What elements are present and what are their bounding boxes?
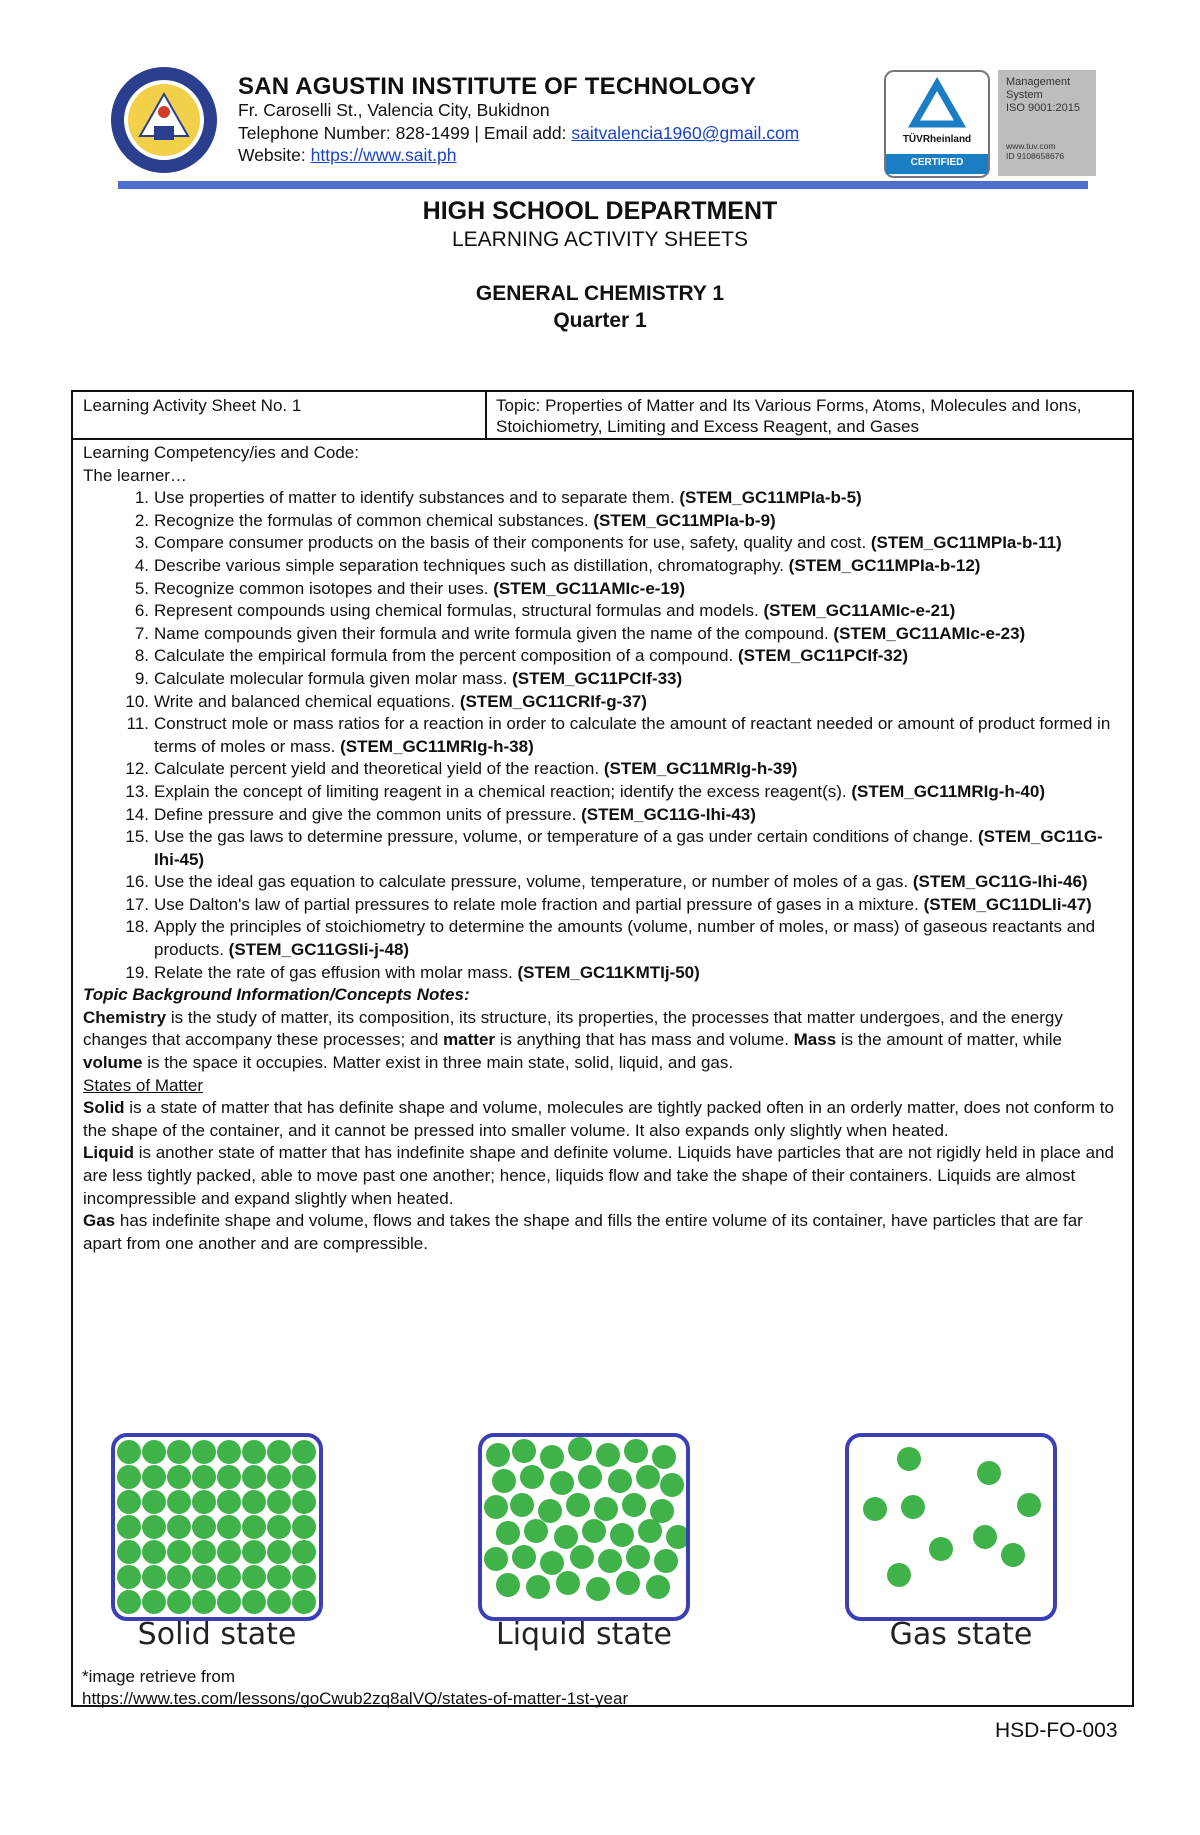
sheets-title: LEARNING ACTIVITY SHEETS: [451, 228, 749, 251]
email-link[interactable]: saitvalencia1960@gmail.com: [571, 123, 800, 143]
competency-code: (STEM_GC11MPIa-b-11): [870, 533, 1062, 553]
particle: [486, 1443, 510, 1467]
competency-text: Recognize common isotopes and their uses.: [154, 578, 494, 598]
competency-code: (STEM_GC11G-Ihi-45): [154, 827, 1103, 869]
particle: [616, 1571, 640, 1595]
competency-item: [83, 510, 1125, 533]
particle: [510, 1493, 534, 1517]
particle: [192, 1590, 216, 1614]
competency-code: (STEM_GC11MRIg-h-40): [851, 781, 1046, 801]
competency-code: (STEM_GC11AMIc-e-19): [493, 578, 686, 598]
particle: [496, 1573, 520, 1597]
competency-item: [83, 826, 1125, 871]
website-label: Website:: [238, 145, 311, 165]
competency-item: [83, 781, 1125, 804]
solid-paragraph: Solid is a state of matter that has definite shape and volume, molecules are tightly packed often in an orderly matter, does not conform to the shape of the container, and it cannot be pressed into smaller volume. It also expands only slightly when heated.: [83, 1098, 1114, 1140]
particle: [622, 1493, 646, 1517]
competency-code: (STEM_GC11PCIf-32): [737, 646, 908, 666]
particle: [192, 1540, 216, 1564]
competency-text: Recognize the formulas of common chemical substances.: [154, 510, 594, 530]
competency-code: (STEM_GC11DLIi-47): [923, 894, 1092, 914]
competency-text: Calculate molecular formula given molar mass.: [154, 668, 513, 688]
particle: [267, 1590, 291, 1614]
contact-line: [238, 123, 799, 144]
competency-number: 18.: [125, 917, 149, 937]
competency-number: 10.: [125, 691, 149, 711]
particle: [117, 1490, 141, 1514]
competency-code: (STEM_GC11MPIa-b-5): [679, 488, 862, 508]
particle: [267, 1465, 291, 1489]
competency-code: (STEM_GC11MRIg-h-38): [340, 736, 534, 756]
particle: [512, 1545, 536, 1569]
certified-label: CERTIFIED: [910, 157, 964, 168]
particle: [292, 1515, 316, 1539]
competency-code: (STEM_GC11G-Ihi-46): [912, 872, 1088, 892]
competency-number: 9.: [134, 668, 149, 688]
learner-text: The learner…: [83, 465, 187, 485]
particle: [167, 1440, 191, 1464]
competency-item: [83, 713, 1125, 758]
quarter-title: Quarter 1: [553, 309, 647, 332]
competency-number: 17.: [125, 894, 149, 914]
competency-item: [83, 487, 1125, 510]
particle: [217, 1590, 241, 1614]
cert-line-2: System: [1006, 89, 1043, 101]
particle: [638, 1519, 662, 1543]
competency-number: 11.: [126, 714, 149, 734]
particle: [142, 1540, 166, 1564]
particle: [973, 1525, 997, 1549]
competency-number: 3.: [134, 533, 149, 553]
competency-text: Name compounds given their formula and write formula given the name of the compound.: [154, 623, 834, 643]
particle: [142, 1490, 166, 1514]
particle: [652, 1445, 676, 1469]
competency-heading: Learning Competency/ies and Code:: [83, 443, 359, 462]
competency-text: Use the gas laws to determine pressure, volume, or temperature of a gas under certain conditions of change.: [154, 827, 979, 847]
competency-number: 4.: [134, 555, 149, 575]
particle: [217, 1490, 241, 1514]
particle: [142, 1440, 166, 1464]
competency-text: Relate the rate of gas effusion with molar mass.: [154, 962, 518, 982]
competency-number: 15.: [125, 827, 149, 847]
particle: [267, 1565, 291, 1589]
las-number: Learning Activity Sheet No. 1: [83, 396, 302, 415]
cert-url: www.tuv.com: [1006, 141, 1056, 151]
particle: [117, 1465, 141, 1489]
competency-text: Write and balanced chemical equations.: [154, 691, 460, 711]
particle: [863, 1497, 887, 1521]
particle: [660, 1473, 684, 1497]
image-source-link[interactable]: https://www.tes.com/lessons/goCwub2zq8alVQ/states-of-matter-1st-year: [82, 1689, 629, 1708]
gas-particles: [849, 1437, 1053, 1617]
states-heading: States of Matter: [83, 1075, 203, 1095]
particle: [1017, 1493, 1041, 1517]
particle: [484, 1547, 508, 1571]
particle: [1001, 1543, 1025, 1567]
particle: [586, 1577, 610, 1601]
particle: [242, 1490, 266, 1514]
competency-item: [83, 600, 1125, 623]
particle: [654, 1549, 678, 1573]
competency-number: 2.: [134, 510, 149, 530]
particle: [167, 1565, 191, 1589]
particle: [242, 1540, 266, 1564]
competency-number: 13.: [125, 781, 149, 801]
chemistry-paragraph: Chemistry is the study of matter, its composition, its structure, its properties, the processes that matter undergoes, and the energy changes that accompany these processes; and matter is anything that has mass and volume. Mass is the amount of matter, while volume is the space it occupies. Matter exist in three main state, solid, liquid, and gas.: [83, 1007, 1063, 1073]
competency-text: Compare consumer products on the basis of their components for use, safety, quality and cost.: [154, 533, 871, 553]
competency-code: (STEM_GC11GSIi-j-48): [228, 940, 410, 960]
competency-item: [83, 758, 1125, 781]
particle: [292, 1540, 316, 1564]
competency-code: (STEM_GC11AMIc-e-23): [833, 623, 1026, 643]
particle: [666, 1525, 686, 1549]
particle: [520, 1465, 544, 1489]
image-note-text: *image retrieve from: [82, 1667, 236, 1686]
particle: [217, 1565, 241, 1589]
particle: [538, 1499, 562, 1523]
competency-item: [83, 555, 1125, 578]
competency-text: Use Dalton's law of partial pressures to relate mole fraction and partial pressure of gases in a mixture.: [154, 894, 924, 914]
particle: [117, 1590, 141, 1614]
particle: [242, 1515, 266, 1539]
competency-code: (STEM_GC11MRIg-h-39): [603, 759, 798, 779]
competency-text: Explain the concept of limiting reagent in a chemical reaction; identify the excess reagent(s).: [154, 781, 852, 801]
particle: [598, 1549, 622, 1573]
particle: [524, 1519, 548, 1543]
competency-text: Construct mole or mass ratios for a reaction in order to calculate the amount of reactant needed or amount of product formed in terms of moles or mass.: [154, 714, 1111, 756]
competency-item: [83, 668, 1125, 691]
competency-list: [83, 487, 1125, 984]
particle: [167, 1465, 191, 1489]
cert-line-3: ISO 9001:2015: [1006, 102, 1081, 114]
particle: [192, 1565, 216, 1589]
table-header-row: [73, 392, 1132, 440]
competency-item: [83, 916, 1125, 961]
competency-text: Represent compounds using chemical formulas, structural formulas and models.: [154, 601, 764, 621]
particle: [217, 1540, 241, 1564]
form-code: HSD-FO-003: [995, 1719, 1118, 1742]
competency-item: [83, 871, 1125, 894]
school-address: Fr. Caroselli St., Valencia City, Bukidnon: [238, 100, 550, 120]
particle: [217, 1440, 241, 1464]
particle: [550, 1471, 574, 1495]
competency-number: 5.: [134, 578, 149, 598]
solid-state-label: Solid state: [137, 1617, 297, 1652]
particle: [650, 1499, 674, 1523]
particle: [117, 1540, 141, 1564]
particle: [292, 1440, 316, 1464]
competency-code: (STEM_GC11AMIc-e-21): [763, 601, 956, 621]
liquid-state-diagram: [478, 1433, 690, 1621]
particle: [267, 1490, 291, 1514]
particle: [142, 1565, 166, 1589]
school-name: SAN AGUSTIN INSTITUTE OF TECHNOLOGY: [238, 73, 757, 100]
topic-cell: Topic: Properties of Matter and Its Various Forms, Atoms, Molecules and Ions, Stoichiometry, Limiting and Excess Reagent, and Gases: [496, 396, 1082, 436]
school-seal-logo: [110, 66, 218, 174]
particle: [977, 1461, 1001, 1485]
header-divider: [118, 181, 1088, 189]
particle: [242, 1565, 266, 1589]
particle: [582, 1519, 606, 1543]
particle: [267, 1540, 291, 1564]
image-source-note: [82, 1666, 628, 1710]
cert-line-1: Management: [1006, 76, 1071, 88]
competency-text: Apply the principles of stoichiometry to determine the amounts (volume, number of moles, or mass) of gaseous reactants and products.: [154, 917, 1096, 960]
competency-item: [83, 804, 1125, 827]
tuv-logo: [884, 70, 990, 178]
competency-item: [83, 894, 1125, 917]
competency-number: 16.: [125, 872, 149, 892]
particle: [596, 1443, 620, 1467]
gas-paragraph: Gas has indefinite shape and volume, flows and takes the shape and fills the entire volume of its container, have particles that are far apart from one another and are compressible.: [83, 1211, 1083, 1253]
gas-state-diagram: [845, 1433, 1057, 1621]
particle: [167, 1490, 191, 1514]
particle: [242, 1590, 266, 1614]
subject-title: GENERAL CHEMISTRY 1: [475, 282, 725, 305]
competency-item: [83, 532, 1125, 555]
competency-number: 12.: [125, 759, 149, 779]
particle: [142, 1515, 166, 1539]
gas-state-label: Gas state: [889, 1617, 1033, 1652]
particle: [192, 1440, 216, 1464]
particle: [496, 1521, 520, 1545]
cert-id: ID 9108658676: [1006, 151, 1065, 161]
competency-text: Use the ideal gas equation to calculate pressure, volume, temperature, or number of moles of a gas.: [154, 872, 913, 892]
competency-code: (STEM_GC11MPIa-b-9): [593, 510, 776, 530]
particle: [292, 1565, 316, 1589]
particle: [566, 1493, 590, 1517]
background-heading: Topic Background Information/Concepts Notes:: [83, 985, 470, 1005]
particle: [292, 1590, 316, 1614]
particle: [624, 1439, 648, 1463]
tuv-brand: TÜVRheinland: [902, 134, 972, 145]
competency-text: Calculate the empirical formula from the percent composition of a compound.: [154, 646, 738, 666]
particle: [167, 1540, 191, 1564]
liquid-particles: [482, 1437, 686, 1617]
particle: [901, 1495, 925, 1519]
particle: [646, 1575, 670, 1599]
competency-item: [83, 691, 1125, 714]
particle: [192, 1465, 216, 1489]
particle: [292, 1465, 316, 1489]
tuv-certification-badge: [884, 70, 1096, 176]
particle: [540, 1445, 564, 1469]
liquid-paragraph: Liquid is another state of matter that has indefinite shape and definite volume. Liquids have particles that are not rigidly held in place and are less tightly packed, able to move past one another; hence, liquids flow and take the shape of their containers. Liquids are almost incompressible and expand slightly when heated.: [83, 1143, 1114, 1208]
competency-item: [83, 623, 1125, 646]
competency-text: Define pressure and give the common units of pressure.: [154, 804, 582, 824]
competency-number: 14.: [125, 804, 149, 824]
competency-item: [83, 962, 1125, 985]
cert-info: [998, 70, 1096, 176]
particle: [887, 1563, 911, 1587]
particle: [570, 1545, 594, 1569]
competency-text: Calculate percent yield and theoretical yield of the reaction.: [154, 759, 604, 779]
particle: [267, 1515, 291, 1539]
solid-particles: [115, 1437, 319, 1617]
competency-number: 7.: [134, 623, 149, 643]
competency-code: (STEM_GC11KMTIj-50): [517, 962, 700, 982]
particle: [554, 1525, 578, 1549]
particle: [540, 1551, 564, 1575]
solid-state-diagram: [111, 1433, 323, 1621]
particle: [484, 1495, 508, 1519]
particle: [608, 1469, 632, 1493]
particle: [292, 1490, 316, 1514]
particle: [610, 1523, 634, 1547]
particle: [929, 1537, 953, 1561]
competency-number: 1.: [134, 488, 149, 508]
competency-text: Describe various simple separation techniques such as distillation, chromatography.: [154, 555, 789, 575]
particle: [626, 1545, 650, 1569]
department-title: HIGH SCHOOL DEPARTMENT: [422, 197, 778, 225]
website-line: [238, 145, 457, 166]
competency-item: [83, 645, 1125, 668]
particle: [217, 1465, 241, 1489]
competency-number: 6.: [134, 601, 149, 621]
particle: [594, 1497, 618, 1521]
particle: [167, 1515, 191, 1539]
particle: [578, 1465, 602, 1489]
competency-number: 19.: [125, 962, 149, 982]
competency-text: Use properties of matter to identify substances and to separate them.: [154, 488, 680, 508]
particle: [512, 1439, 536, 1463]
cell-divider: [485, 392, 487, 438]
particle: [526, 1575, 550, 1599]
particle: [167, 1590, 191, 1614]
particle: [242, 1465, 266, 1489]
particle: [142, 1465, 166, 1489]
particle: [636, 1465, 660, 1489]
liquid-state-label: Liquid state: [495, 1617, 672, 1652]
competency-item: [83, 578, 1125, 601]
particle: [492, 1469, 516, 1493]
particle: [192, 1490, 216, 1514]
website-link[interactable]: https://www.sait.ph: [310, 145, 457, 165]
particle: [568, 1437, 592, 1461]
competency-code: (STEM_GC11PCIf-33): [512, 668, 683, 688]
particle: [242, 1440, 266, 1464]
particle: [117, 1565, 141, 1589]
particle: [897, 1447, 921, 1471]
particle: [217, 1515, 241, 1539]
competency-code: (STEM_GC11MPIa-b-12): [788, 555, 981, 575]
particle: [142, 1590, 166, 1614]
competency-number: 8.: [134, 646, 149, 666]
particle: [192, 1515, 216, 1539]
competency-code: (STEM_GC11G-Ihi-43): [581, 804, 756, 824]
particle: [556, 1571, 580, 1595]
table-content: [83, 442, 1125, 1255]
particle: [117, 1440, 141, 1464]
particle: [267, 1440, 291, 1464]
competency-code: (STEM_GC11CRIf-g-37): [459, 691, 647, 711]
particle: [117, 1515, 141, 1539]
phone-text: Telephone Number: 828-1499 | Email add:: [238, 123, 572, 143]
